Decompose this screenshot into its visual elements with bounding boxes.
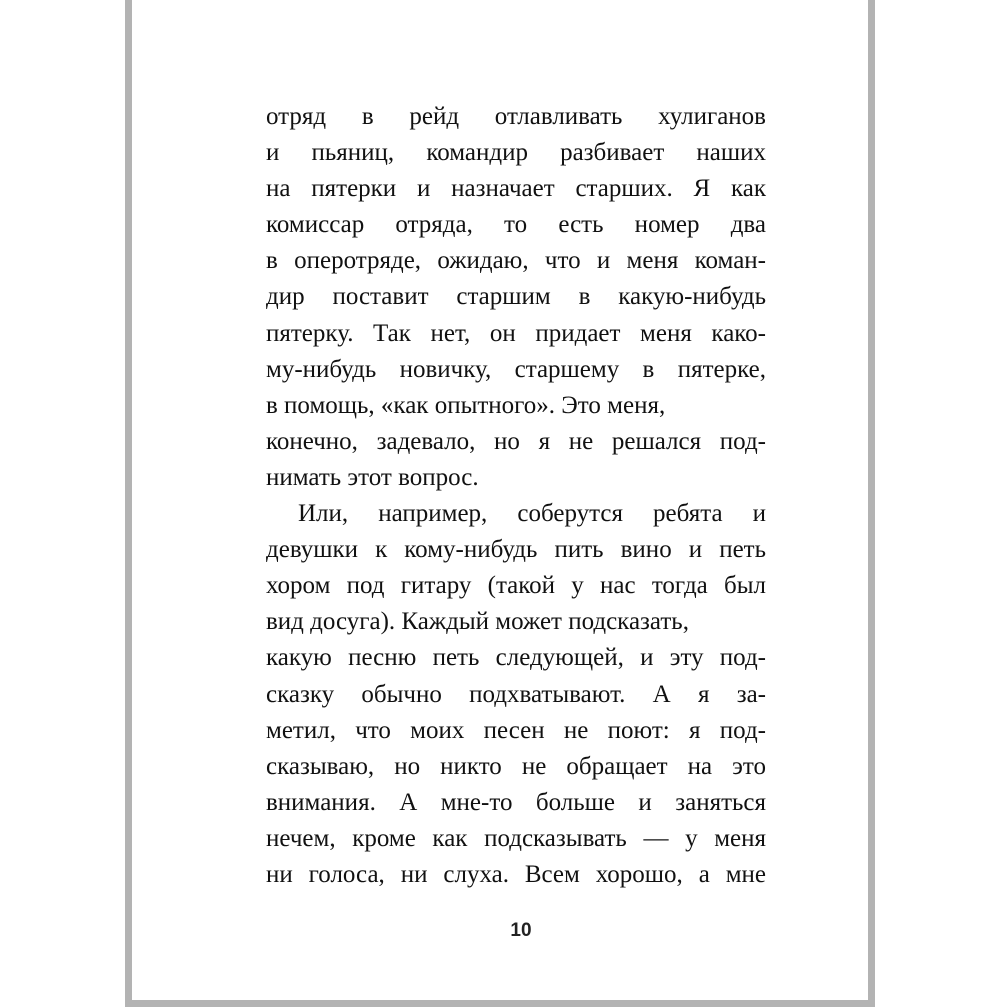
- text-line: и пьяниц, командир разбивает наших: [266, 139, 766, 167]
- text-line: хором под гитару (такой у нас тогда был: [266, 572, 766, 600]
- text-line: комиссар отряда, то есть номер два: [266, 211, 766, 239]
- text-line: му-нибудь новичку, старшему в пятерке,: [266, 355, 766, 383]
- text-line: девушки к кому-нибудь пить вино и петь: [266, 536, 766, 564]
- page-number: 10: [510, 920, 532, 941]
- text-line: нечем, кроме как подсказывать — у меня: [266, 824, 766, 852]
- text-line: ни голоса, ни слуха. Всем хорошо, а мне: [266, 860, 766, 888]
- text-line: дир поставит старшим в какую-нибудь: [266, 283, 766, 311]
- body-text: [266, 99, 766, 893]
- text-line: отряд в рейд отлавливать хулиганов: [266, 103, 766, 130]
- text-line: пятерку. Так нет, он придает меня како-: [266, 319, 766, 347]
- text-line: внимания. А мне-то больше и заняться: [266, 788, 766, 816]
- text-line: в оперотряде, ожидаю, что и меня коман-: [266, 247, 766, 275]
- text-line: на пятерки и назначает старших. Я как: [266, 175, 766, 203]
- text-line: метил, что моих песен не поют: я под-: [266, 716, 766, 744]
- text-line: Или, например, соберутся ребята и: [298, 500, 766, 528]
- text-line: нимать этот вопрос.: [266, 463, 479, 491]
- text-line: вид досуга). Каждый может подсказать,: [266, 608, 689, 636]
- text-line: сказку обычно подхватывают. А я за-: [266, 680, 766, 708]
- text-line: в помощь, «как опытного». Это меня,: [266, 391, 666, 419]
- text-line: какую песню петь следующей, и эту под-: [266, 644, 766, 672]
- text-line: конечно, задевало, но я не решался под-: [266, 427, 766, 455]
- text-line: сказываю, но никто не обращает на это: [266, 752, 766, 780]
